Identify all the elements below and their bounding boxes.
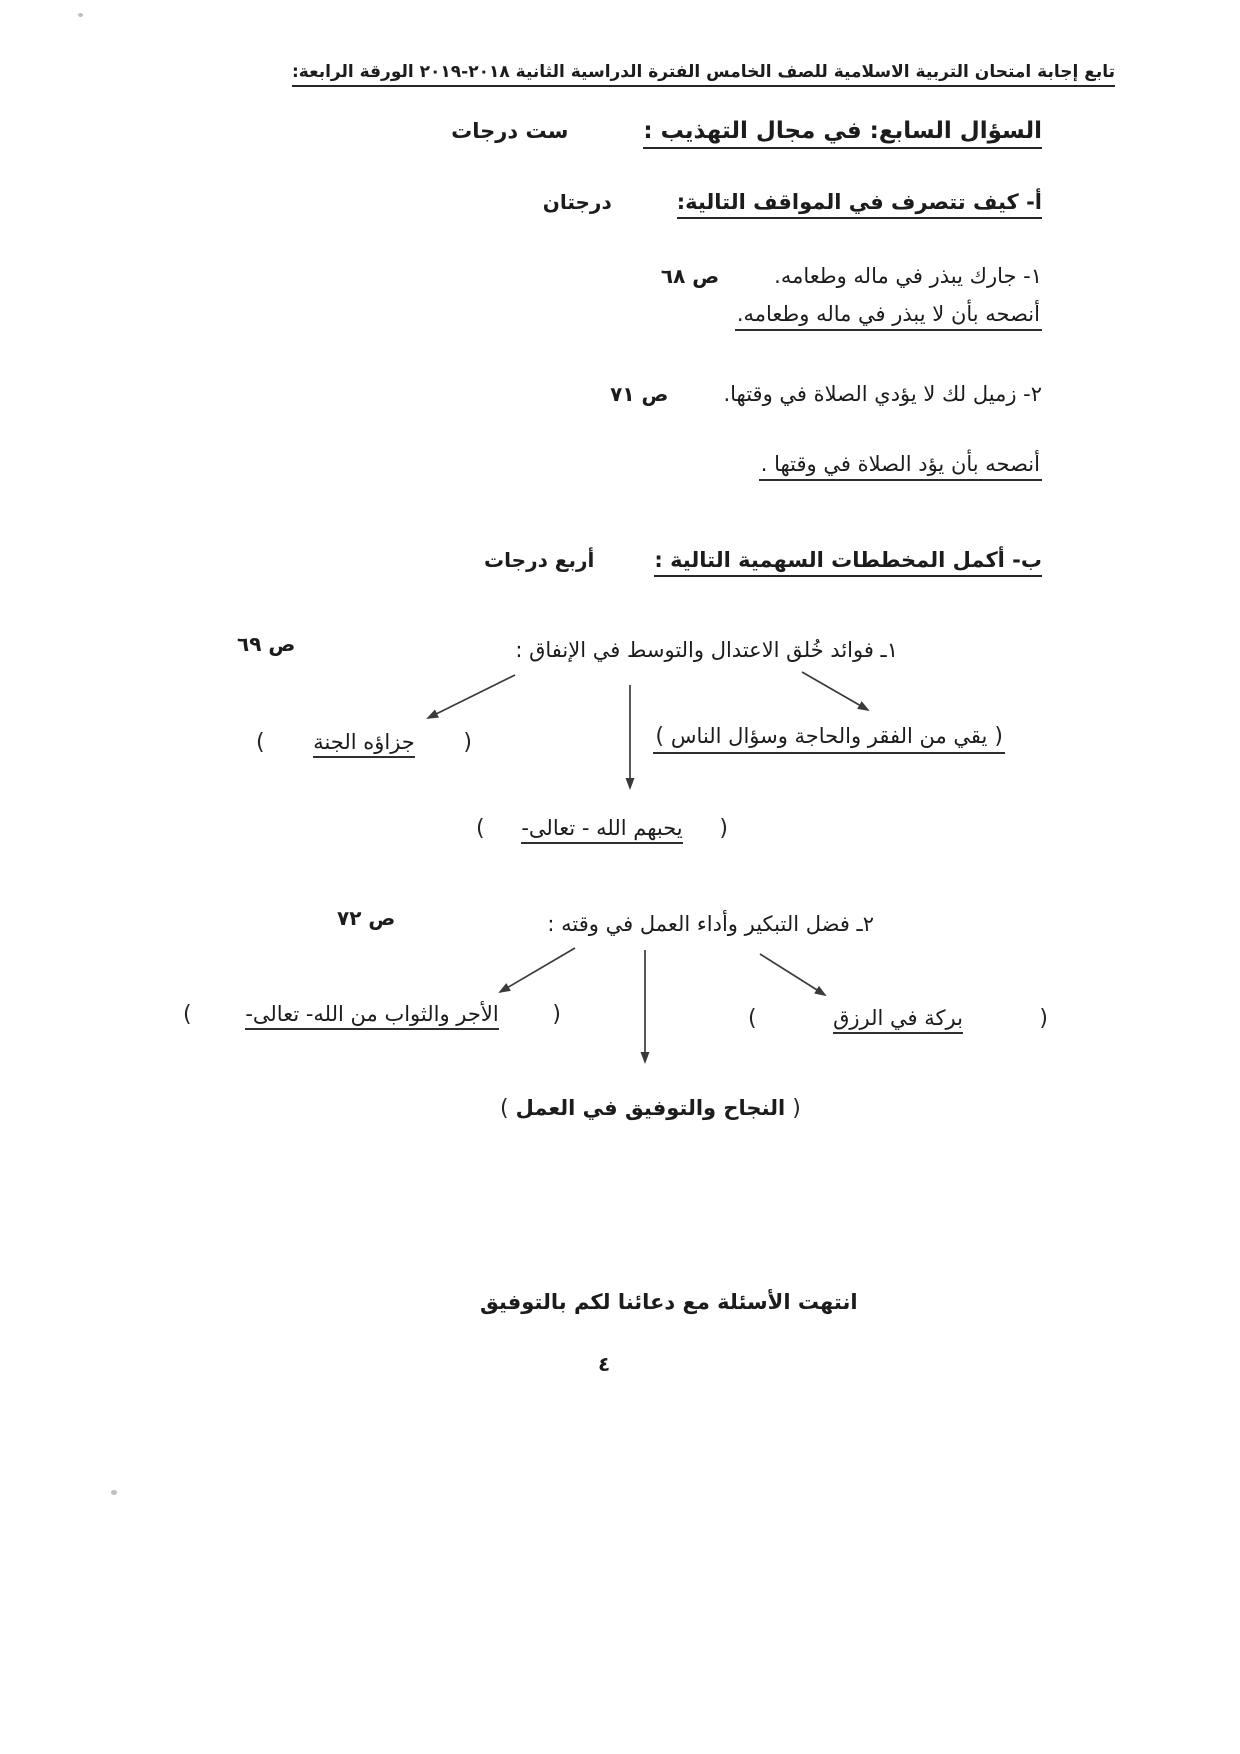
diagram-1-branch-bottom-text: يحبهم الله - تعالى-	[521, 816, 682, 844]
close-paren: )	[994, 724, 1003, 749]
situation-item-1	[661, 264, 1042, 288]
page-number: ٤	[598, 1352, 611, 1376]
open-paren: (	[748, 1006, 757, 1031]
diagram-1-branch-left-text: جزاؤه الجنة	[313, 730, 415, 758]
diagram-2-arrow-right-icon	[760, 954, 825, 995]
diagram-2-title: ٢ـ فضل التبكير وأداء العمل في وقته :	[547, 912, 874, 936]
diagram-2-branch-left-text: الأجر والثواب من الله- تعالى-	[245, 1002, 498, 1030]
situation-item-2	[610, 382, 1042, 406]
diagram-1-branch-right-text: يقي من الفقر والحاجة وسؤال الناس	[670, 724, 988, 748]
open-paren: (	[183, 1002, 192, 1027]
close-paren: )	[719, 816, 728, 841]
open-paren: (	[256, 730, 265, 755]
diagram-1-title: ١ـ فوائد خُلق الاعتدال والتوسط في الإنفاق :	[515, 638, 898, 662]
diagram-2-branch-bottom	[500, 1096, 801, 1121]
situation-2-prompt: ٢- زميل لك لا يؤدي الصلاة في وقتها.	[723, 382, 1042, 406]
part-b-marks: أربع درجات	[484, 548, 595, 572]
situation-1-page-ref: ص ٦٨	[660, 264, 720, 288]
scan-speck-bottom	[111, 1490, 117, 1495]
footer-note: انتهت الأسئلة مع دعائنا لكم بالتوفيق	[480, 1290, 858, 1314]
diagram-1-arrow-left-icon	[428, 675, 515, 718]
part-a-title: أ- كيف تتصرف في المواقف التالية:	[677, 190, 1042, 219]
diagram-1-branch-right	[653, 724, 1005, 754]
diagram-2-branch-left	[183, 1002, 561, 1030]
diagram-2-branch-right-text: بركة في الرزق	[833, 1006, 963, 1034]
part-b-title: ب- أكمل المخططات السهمية التالية :	[654, 548, 1042, 577]
situation-1-answer: أنصحه بأن لا يبذر في ماله وطعامه.	[735, 302, 1042, 331]
situation-2-answer: أنصحه بأن يؤد الصلاة في وقتها .	[759, 452, 1042, 481]
scan-speck-top	[78, 13, 83, 17]
document-header: تابع إجابة امتحان التربية الاسلامية للصف الخامس الفترة الدراسية الثانية ٢٠١٨-٢٠١٩ الورقة الرابعة:	[292, 62, 1115, 87]
close-paren: )	[792, 1096, 801, 1121]
open-paren: (	[500, 1096, 509, 1121]
diagram-2-page-ref: ص ٧٢	[337, 906, 396, 930]
diagram-2-arrow-left-icon	[500, 948, 575, 992]
close-paren: )	[463, 730, 472, 755]
diagram-1-arrow-right-icon	[802, 672, 868, 710]
diagram-1-branch-left	[256, 730, 472, 758]
diagram-2-branch-bottom-text: النجاح والتوفيق في العمل	[515, 1096, 786, 1120]
diagram-1-branch-bottom	[476, 816, 728, 844]
diagram-2-branch-right	[748, 1006, 1048, 1034]
open-paren: (	[476, 816, 485, 841]
question-marks: ست درجات	[451, 119, 569, 143]
close-paren: )	[1039, 1006, 1048, 1031]
part-a-marks: درجتان	[542, 190, 612, 214]
situation-1-prompt: ١- جارك يبذر في ماله وطعامه.	[774, 264, 1042, 288]
close-paren: )	[552, 1002, 561, 1027]
question-title: السؤال السابع: في مجال التهذيب :	[643, 118, 1042, 149]
open-paren: (	[655, 724, 664, 749]
situation-2-page-ref: ص ٧١	[610, 382, 669, 406]
diagram-1-page-ref: ص ٦٩	[237, 632, 296, 656]
